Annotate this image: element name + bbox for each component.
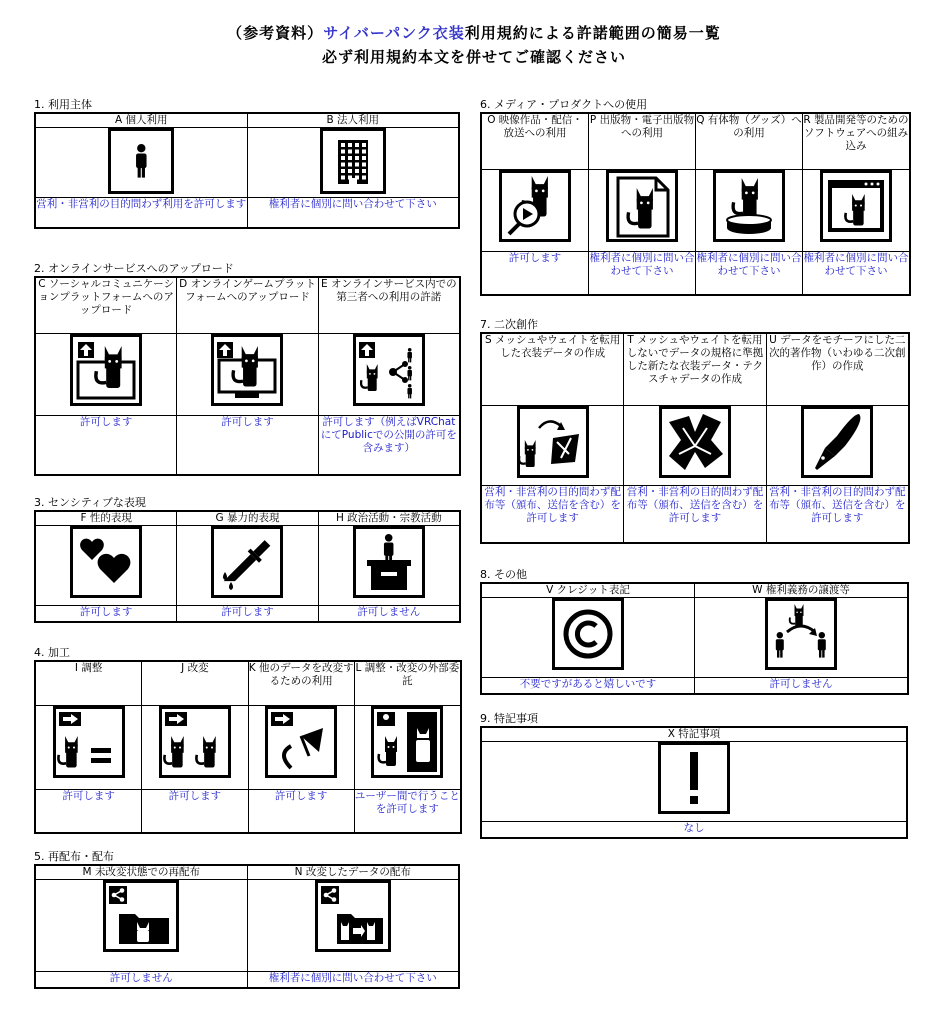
item-label: U データをモチーフにした二次的著作物（いわゆる二次創作）の作成 (766, 333, 909, 405)
item-label: H 政治活動・宗教活動 (318, 511, 460, 526)
exclamation-icon (658, 742, 730, 814)
pen-nib-icon (801, 406, 873, 478)
item-label: A 個人利用 (35, 113, 247, 128)
item-label: O 映像作品・配信・放送への利用 (481, 113, 589, 169)
item-label: K 他のデータを改変するための利用 (248, 661, 354, 705)
item-icon-cell (247, 880, 459, 972)
item-icon-cell (35, 880, 247, 972)
item-permission: ユーザー間で行うことを許可します (354, 789, 461, 833)
share-third-party-icon (353, 334, 425, 406)
section-s2 (34, 262, 457, 476)
section-table (34, 276, 461, 476)
item-label: P 出版物・電子出版物への利用 (589, 113, 696, 169)
item-label: N 改変したデータの配布 (247, 865, 459, 880)
item-permission: 許可しません (35, 972, 247, 988)
item-permission: 営利・非営利の目的問わず利用を許可します (35, 198, 247, 228)
new-costume-icon (659, 406, 731, 478)
item-permission: 許可します (481, 251, 589, 295)
item-permission: 権利者に個別に問い合わせて下さい (247, 972, 459, 988)
publication-icon (606, 170, 678, 242)
item-permission: 許可しません (695, 678, 909, 694)
item-icon-cell (247, 128, 459, 198)
section-s6 (480, 98, 909, 296)
item-permission: 営利・非営利の目的問わず配布等（頒布、送信を含む）を許可します (481, 485, 624, 543)
item-label: S メッシュやウェイトを転用した衣装データの作成 (481, 333, 624, 405)
item-icon-cell (177, 333, 318, 415)
page-title (0, 22, 948, 43)
section-s1 (34, 98, 457, 229)
page-subtitle: 必ず利用規約本文を併せてご確認ください (321, 48, 626, 66)
item-icon-cell (696, 169, 803, 251)
section-title: 7. 二次創作 (480, 318, 538, 331)
item-label: F 性的表現 (35, 511, 177, 526)
item-icon-cell (481, 742, 907, 822)
use-for-modify-icon (265, 706, 337, 778)
section-table (480, 726, 908, 839)
item-permission: 営利・非営利の目的問わず配布等（頒布、送信を含む）を許可します (766, 485, 909, 543)
item-icon-cell (766, 405, 909, 485)
item-icon-cell (35, 128, 247, 198)
person-icon (108, 128, 174, 194)
title-suffix: 利用規約による許諾範囲の簡易一覧 (464, 24, 721, 42)
item-icon-cell (803, 169, 911, 251)
item-label: J 改変 (142, 661, 248, 705)
section-title: 3. センシティブな表現 (34, 496, 146, 509)
item-label: I 調整 (35, 661, 142, 705)
section-table (480, 112, 911, 296)
item-label: E オンラインサービス内での第三者への利用の許諾 (318, 277, 460, 333)
section-title: 1. 利用主体 (34, 98, 92, 111)
distribute-modified-icon (315, 880, 391, 952)
item-label: R 製品開発等のためのソフトウェアへの組み込み (803, 113, 911, 169)
item-label: W 権利義務の譲渡等 (695, 583, 909, 598)
outsource-icon (371, 706, 443, 778)
title-highlight: サイバーパンク衣装 (323, 24, 465, 42)
section-title: 2. オンラインサービスへのアップロード (34, 262, 234, 275)
item-icon-cell (354, 705, 461, 789)
item-icon-cell (695, 598, 909, 678)
item-icon-cell (248, 705, 354, 789)
title-prefix: （参考資料） (227, 24, 324, 42)
item-icon-cell (481, 405, 624, 485)
item-permission: 権利者に個別に問い合わせて下さい (589, 251, 696, 295)
item-permission: 許可します（例えばVRChatにてPublicでの公開の許可を含みます） (318, 415, 460, 475)
item-permission: 許可します (177, 415, 318, 475)
item-icon-cell (35, 333, 177, 415)
video-icon (499, 170, 571, 242)
item-icon-cell (177, 526, 318, 606)
item-label: G 暴力的表現 (177, 511, 318, 526)
software-window-icon (820, 170, 892, 242)
item-label: M 未改変状態での再配布 (35, 865, 247, 880)
item-icon-cell (35, 526, 177, 606)
item-label: D オンラインゲームプラットフォームへのアップロード (177, 277, 318, 333)
item-permission: 許可します (142, 789, 248, 833)
item-label: B 法人利用 (247, 113, 459, 128)
item-permission: 権利者に個別に問い合わせて下さい (696, 251, 803, 295)
item-icon-cell (142, 705, 248, 789)
item-icon-cell (481, 169, 589, 251)
section-s7 (480, 318, 906, 544)
item-label: L 調整・改変の外部委託 (354, 661, 461, 705)
section-s5 (34, 850, 457, 989)
item-icon-cell (624, 405, 766, 485)
item-permission: 許可します (177, 606, 318, 622)
section-s3 (34, 496, 457, 623)
office-building-icon (320, 128, 386, 194)
section-title: 9. 特記事項 (480, 712, 538, 725)
item-icon-cell (35, 705, 142, 789)
item-label: C ソーシャルコミュニケーションプラットフォームへのアップロード (35, 277, 177, 333)
goods-icon (713, 170, 785, 242)
item-permission: 営利・非営利の目的問わず配布等（頒布、送信を含む）を許可します (624, 485, 766, 543)
item-icon-cell (481, 598, 695, 678)
item-permission: 権利者に個別に問い合わせて下さい (247, 198, 459, 228)
section-table (480, 332, 910, 544)
item-permission: 許可します (248, 789, 354, 833)
section-title: 4. 加工 (34, 646, 70, 659)
item-label: V クレジット表記 (481, 583, 695, 598)
item-permission: なし (481, 822, 907, 838)
knife-icon (211, 526, 283, 598)
modify-icon (159, 706, 231, 778)
item-permission: 許可します (35, 415, 177, 475)
transfer-rights-icon (765, 598, 837, 670)
section-title: 8. その他 (480, 568, 527, 581)
section-s8 (480, 568, 906, 695)
section-title: 6. メディア・プロダクトへの使用 (480, 98, 648, 111)
section-table (480, 582, 909, 695)
podium-speaker-icon (353, 526, 425, 598)
item-label: X 特記事項 (481, 727, 907, 742)
section-table (34, 112, 460, 229)
section-table (34, 510, 461, 623)
copyright-icon (552, 598, 624, 670)
item-icon-cell (318, 526, 460, 606)
redistribute-icon (103, 880, 179, 952)
item-label: Q 有体物（グッズ）への利用 (696, 113, 803, 169)
section-table (34, 660, 462, 834)
item-icon-cell (318, 333, 460, 415)
item-permission: 許可しません (318, 606, 460, 622)
adjust-icon (53, 706, 125, 778)
item-label: T メッシュやウェイトを転用しないでデータの規格に準拠した新たな衣装データ・テクスチャデータの作成 (624, 333, 766, 405)
item-permission: 許可します (35, 606, 177, 622)
item-permission: 不要ですがあると嬉しいです (481, 678, 695, 694)
section-s9 (480, 712, 906, 839)
costume-transfer-icon (517, 406, 589, 478)
upload-social-icon (70, 334, 142, 406)
upload-game-icon (211, 334, 283, 406)
item-icon-cell (589, 169, 696, 251)
section-s4 (34, 646, 460, 834)
section-table (34, 864, 460, 989)
hearts-icon (70, 526, 142, 598)
item-permission: 許可します (35, 789, 142, 833)
section-title: 5. 再配布・配布 (34, 850, 114, 863)
item-permission: 権利者に個別に問い合わせて下さい (803, 251, 911, 295)
